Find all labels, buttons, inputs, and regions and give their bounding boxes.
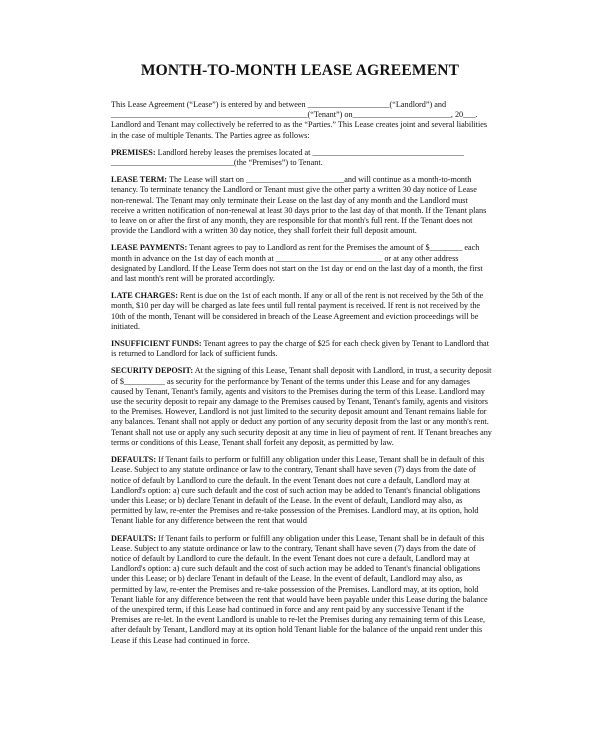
bottom-fade: [0, 690, 600, 730]
lease-body: [111, 100, 493, 653]
section-heading: SECURITY DEPOSIT:: [111, 366, 194, 376]
section-lease-payments: [111, 243, 493, 284]
section-text: Landlord hereby leases the premises located at _____________________________________ ______________________________(the “Premises”) to Tenant.: [111, 147, 464, 168]
section-heading: PREMISES:: [111, 147, 156, 157]
section-text: Rent is due on the 1st of each month. If any or all of the rent is not received by the 5th of the month, $10 per day will be charged as late fees until full rental payment is received. If rent is not received by the 10th of the month, Tenant will be considered in breach of the Lease Agreement and eviction proceedings will be initiated.: [111, 291, 484, 331]
section-heading: INSUFFICIENT FUNDS:: [111, 339, 202, 349]
section-defaults-1: [111, 455, 493, 526]
section-heading: LATE CHARGES:: [111, 291, 178, 301]
section-lease-term: [111, 175, 493, 236]
section-heading: DEFAULTS:: [111, 455, 157, 465]
section-defaults-2: [111, 534, 493, 646]
section-heading: LEASE PAYMENTS:: [111, 243, 188, 253]
section-late-charges: [111, 291, 493, 332]
section-text: Tenant agrees to pay to Landlord as rent for the Premises the amount of $________ each month in advance on the 1st day of each month at __________________________ or at any other address designated by Landlord. If the Lease Term does not start on the 1st day or end on the last day of a month, the first and last month's rent will be prorated accordingly.: [111, 243, 483, 284]
section-text: If Tenant fails to perform or fulfill any obligation under this Lease, Tenant shall be in default of this Lease. Subject to any statute ordinance or law to the contrary, Tenant shall have seven (7) days from the date of notice of default by Landlord to cure the default. In the event Tenant does not cure a default, Landlord may at Landlord's option: a) cure such default and the cost of such action may be added to Tenant's financial obligations under this Lease; or b) declare Tenant in default of the Lease. In the event of default, Landlord may also, as permitted by law, re-enter the Premises and re-take possession of the Premises. Landlord may, at its option, hold Tenant liable for any difference between the rent that would have been payable under this Lease during the balance of the unexpired term, if this Lease had continued in force and any rent paid by any successive Tenant if the Premises are re-let. In the event Landlord is unable to re-let the Premises during any remaining term of this Lease, after default by Tenant, Landlord may at its option hold Tenant liable for the balance of the unpaid rent under this Lease if this Lease had continued in force.: [111, 533, 488, 645]
section-text: At the signing of this Lease, Tenant shall deposit with Landlord, in trust, a security deposit of $__________ as security for the performance by Tenant of the terms under this Lease and for any damages caused by Tenant, Tenant's family, agents and visitors to the Premises during the term of this Lease. Landlord may use the security deposit to repair any damage to the Premises caused by Tenant, Tenant's family, agents and visitors to the Premises. However, Landlord is not just limited to the security deposit amount and Tenant remains liable for any balances. Tenant shall not apply or deduct any portion of any security deposit from the last or any month's rent. Tenant shall not use or apply any such security deposit at any time in lieu of payment of rent. If Tenant breaches any terms or conditions of this Lease, Tenant shall forfeit any deposit, as permitted by law.: [111, 366, 492, 447]
section-security-deposit: [111, 366, 493, 448]
section-heading: LEASE TERM:: [111, 175, 168, 185]
section-heading: DEFAULTS:: [111, 533, 157, 543]
section-insufficient-funds: [111, 339, 493, 359]
intro-paragraph: This Lease Agreement (“Lease”) is entered by and between ____________________(“Landlord”) and ________________________________________________(“Tenant”) on________________________, 20___. Landlord and Tenant may collectively be referred to as the “Parties.” This Lease creates joint and several liabilities in the case of multiple Tenants. The Parties agree as follows:: [111, 100, 488, 140]
section-premises: [111, 148, 493, 168]
section-text: The Lease will start on ________________________and will continue as a month-to-month tenancy. To terminate tenancy the Landlord or Tenant must give the other party a written 30 day notice of Lease non-renewal. The Tenant may only terminate their Lease on the last day of any month and the Landlord must receive a written notification of non-renewal at least 30 days prior to the last day of that month. If the Tenant plans to leave on or after the first of any month, they are responsible for that month's full rent. If the Tenant does not provide the Landlord with a written 30 day notice, they shall forfeit their full deposit amount.: [111, 175, 487, 236]
page-title: MONTH-TO-MONTH LEASE AGREEMENT: [140, 62, 460, 79]
section-text: If Tenant fails to perform or fulfill any obligation under this Lease, Tenant shall be in default of this Lease. Subject to any statute ordinance or law to the contrary, Tenant shall have seven (7) days from the date of notice of default by Landlord to cure the default. In the event Tenant does not cure a default, Landlord may at Landlord's option: a) cure such default and the cost of such action may be added to Tenant's financial obligations under this Lease; or b) declare Tenant in default of the Lease. In the event of default, Landlord may also, as permitted by law, re-enter the Premises and re-take possession of the Premises. Landlord may, at its option, hold Tenant liable for any difference between the rent that would: [111, 455, 485, 526]
section-text: Tenant agrees to pay the charge of $25 for each check given by Tenant to Landlord that is returned to Landlord for lack of sufficient funds.: [111, 339, 489, 359]
